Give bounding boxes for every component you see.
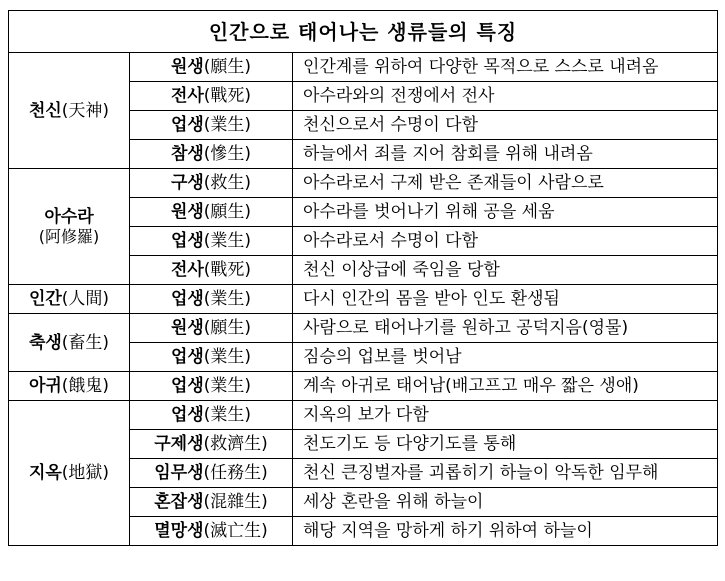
description-cell: 사람으로 태어나기를 원하고 공덕지음(영물) — [293, 314, 718, 343]
category-label: 인간 — [28, 289, 62, 309]
description-cell: 세상 혼란을 위해 하늘이 — [293, 488, 718, 517]
description-cell: 하늘에서 죄를 지어 참회를 위해 내려옴 — [293, 140, 718, 169]
type-hanja: (業生) — [203, 115, 252, 135]
type-cell — [130, 169, 293, 198]
table-row — [9, 53, 718, 82]
type-cell — [130, 430, 293, 459]
type-cell — [130, 517, 293, 546]
type-hanja: (滅亡生) — [203, 521, 268, 541]
type-hanja: (願生) — [203, 57, 252, 77]
category-label: 지옥 — [28, 463, 62, 483]
type-label: 업생 — [170, 405, 204, 425]
type-hanja: (戰死) — [203, 86, 252, 106]
type-cell — [130, 401, 293, 430]
description-cell: 해당 지역을 망하게 하기 위하여 하늘이 — [293, 517, 718, 546]
type-cell — [130, 198, 293, 227]
type-label: 임무생 — [154, 463, 204, 483]
description-cell: 천신 이상급에 죽임을 당함 — [293, 256, 718, 285]
description-cell: 지옥의 보가 다함 — [293, 401, 718, 430]
type-label: 전사 — [170, 86, 204, 106]
category-cell-ingan — [9, 285, 130, 314]
type-label: 원생 — [170, 318, 204, 338]
description-cell: 아수라로서 수명이 다함 — [293, 227, 718, 256]
type-hanja: (業生) — [203, 347, 252, 367]
type-cell — [130, 140, 293, 169]
category-hanja: (人間) — [61, 289, 110, 309]
type-label: 원생 — [170, 57, 204, 77]
type-hanja: (業生) — [203, 376, 252, 396]
category-cell-jiok — [9, 401, 130, 546]
category-cell-chuksaeng — [9, 314, 130, 372]
description-cell: 아수라로서 구제 받은 존재들이 사람으로 — [293, 169, 718, 198]
type-label: 구제생 — [154, 434, 204, 454]
type-cell — [130, 343, 293, 372]
type-label: 업생 — [170, 289, 204, 309]
type-hanja: (業生) — [203, 231, 252, 251]
table-row — [9, 372, 718, 401]
characteristics-table — [8, 10, 718, 546]
type-hanja: (願生) — [203, 318, 252, 338]
type-hanja: (業生) — [203, 405, 252, 425]
type-cell — [130, 372, 293, 401]
type-label: 업생 — [170, 231, 204, 251]
category-label: 아귀 — [28, 376, 62, 396]
type-label: 업생 — [170, 347, 204, 367]
category-label: 천신 — [28, 100, 62, 121]
category-cell-cheonsin — [9, 53, 130, 169]
type-label: 멸망생 — [154, 521, 204, 541]
category-hanja: (天神) — [61, 100, 110, 121]
description-cell: 아수라와의 전쟁에서 전사 — [293, 82, 718, 111]
type-hanja: (混雜生) — [203, 492, 268, 512]
category-hanja: (餓鬼) — [61, 376, 110, 396]
type-hanja: (戰死) — [203, 260, 252, 280]
description-cell: 아수라를 벗어나기 위해 공을 세움 — [293, 198, 718, 227]
type-hanja: (救濟生) — [203, 434, 268, 454]
type-cell — [130, 314, 293, 343]
description-cell: 다시 인간의 몸을 받아 인도 환생됨 — [293, 285, 718, 314]
type-label: 구생 — [170, 173, 204, 193]
table-row — [9, 169, 718, 198]
description-cell: 천신으로서 수명이 다함 — [293, 111, 718, 140]
category-hanja: (畜生) — [61, 332, 110, 353]
type-label: 업생 — [170, 115, 204, 135]
description-cell: 천도기도 등 다양기도를 통해 — [293, 430, 718, 459]
description-cell: 짐승의 업보를 벗어남 — [293, 343, 718, 372]
type-hanja: (願生) — [203, 202, 252, 222]
type-cell — [130, 111, 293, 140]
description-cell: 계속 아귀로 태어남(배고프고 매우 짧은 생애) — [293, 372, 718, 401]
category-hanja: (阿修羅) — [38, 226, 100, 246]
type-cell — [130, 256, 293, 285]
type-hanja: (業生) — [203, 289, 252, 309]
type-hanja: (慘生) — [203, 144, 252, 164]
category-label: 아수라 — [44, 206, 94, 227]
category-cell-agwi — [9, 372, 130, 401]
type-label: 참생 — [170, 144, 204, 164]
type-cell — [130, 285, 293, 314]
type-cell — [130, 488, 293, 517]
category-cell-asura — [9, 169, 130, 285]
type-hanja: (任務生) — [203, 463, 268, 483]
table-title: 인간으로 태어나는 생류들의 특징 — [9, 11, 718, 53]
type-cell — [130, 227, 293, 256]
category-label: 축생 — [28, 332, 62, 353]
type-cell — [130, 82, 293, 111]
type-cell — [130, 459, 293, 488]
description-cell: 인간계를 위하여 다양한 목적으로 스스로 내려옴 — [293, 53, 718, 82]
table-row — [9, 314, 718, 343]
type-hanja: (救生) — [203, 173, 252, 193]
table-row — [9, 401, 718, 430]
table-row — [9, 285, 718, 314]
type-cell — [130, 53, 293, 82]
type-label: 전사 — [170, 260, 204, 280]
description-cell: 천신 큰징벌자를 괴롭히기 하늘이 악독한 임무해 — [293, 459, 718, 488]
type-label: 원생 — [170, 202, 204, 222]
type-label: 업생 — [170, 376, 204, 396]
table-container — [8, 10, 718, 546]
category-hanja: (地獄) — [61, 463, 110, 483]
type-label: 혼잡생 — [154, 492, 204, 512]
